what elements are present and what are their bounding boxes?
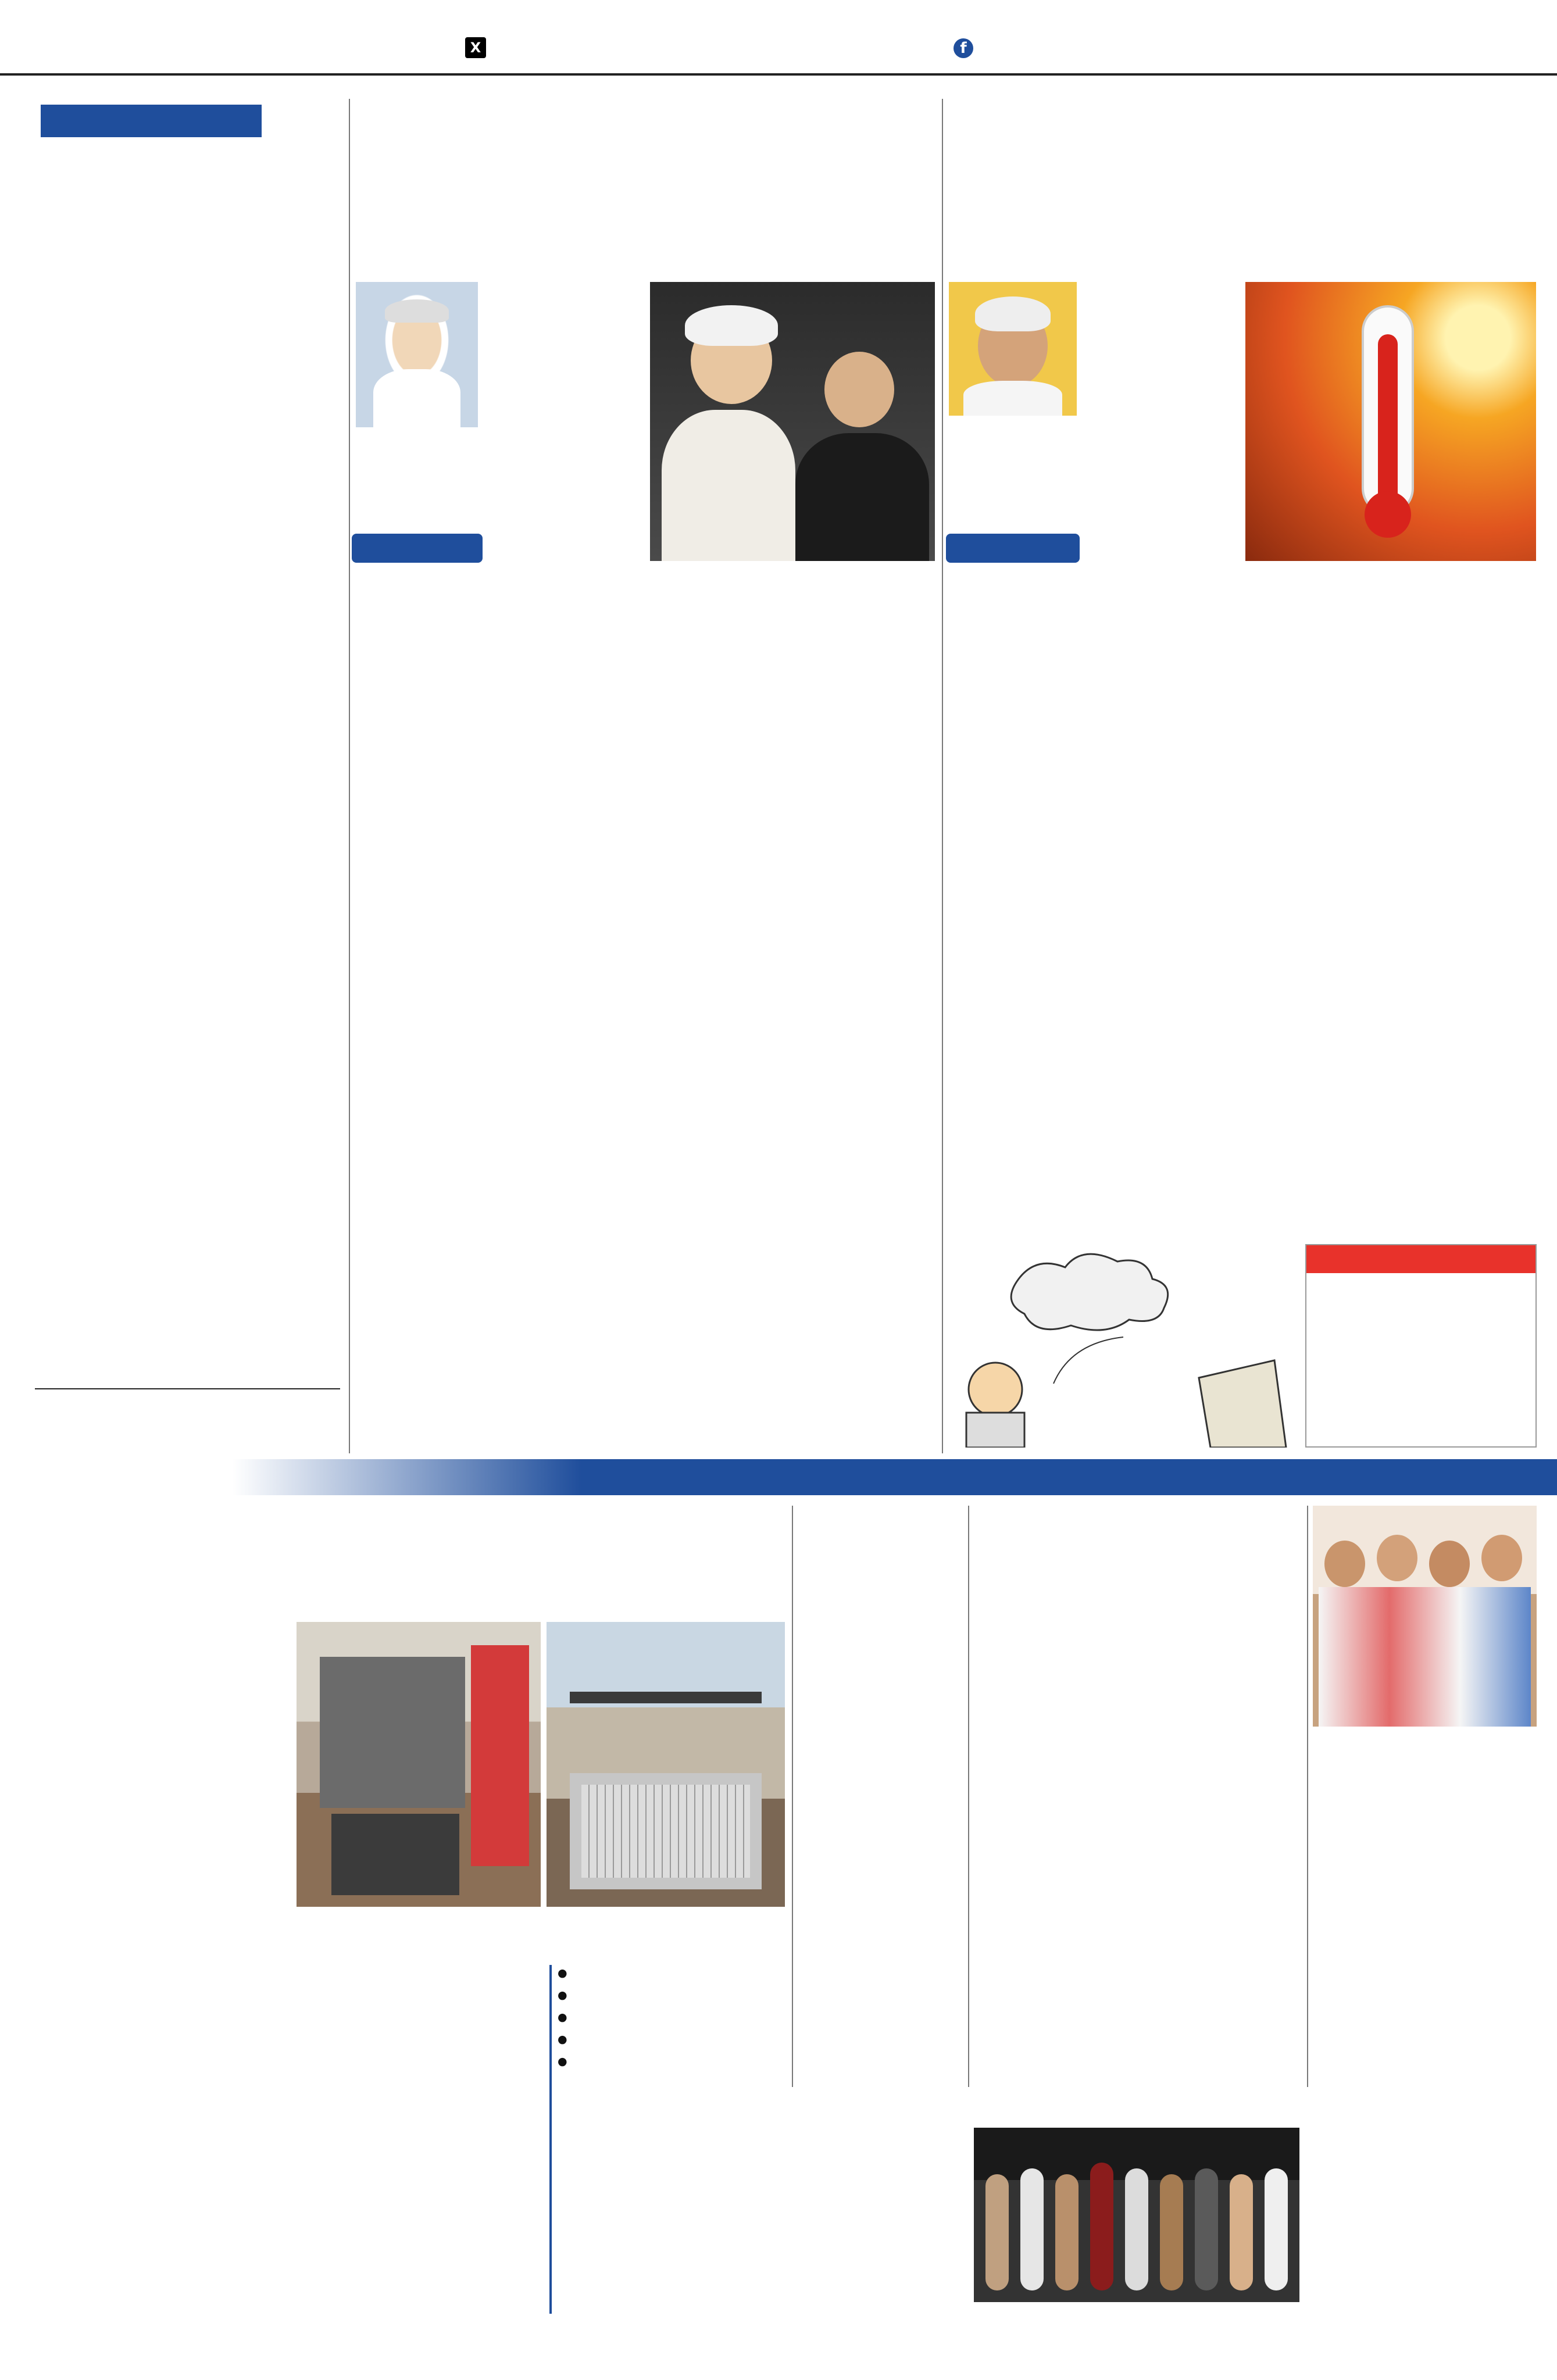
letter-title <box>1306 1245 1535 1273</box>
author-photo-suresh <box>356 282 478 427</box>
pooja-body <box>1315 1799 1536 2084</box>
modi-col-c-2-text <box>650 1157 935 1296</box>
photo-modi-doval <box>650 282 935 561</box>
climate-col-a <box>1086 282 1238 561</box>
twitter-icon: X <box>465 37 486 58</box>
modi-col-b <box>356 573 641 1386</box>
column-divider-4 <box>968 1506 969 2087</box>
column-divider-2 <box>942 99 943 1453</box>
cartoon-monsoon <box>949 1244 1298 1448</box>
editorial-body <box>166 266 340 1353</box>
question-item: ● <box>558 2033 567 2046</box>
editorial-pullquote-text-top <box>35 265 157 532</box>
photo-fashion-runway <box>974 2128 1299 2302</box>
masthead <box>0 0 1557 76</box>
mhow-body-2 <box>297 1925 541 1945</box>
modi-col-c-2 <box>650 1157 935 1296</box>
photo-pooja-felicitation <box>1313 1506 1537 1727</box>
mhow-questions <box>549 1965 782 2314</box>
question-item: ● <box>558 1989 567 2002</box>
fashion-col-c <box>1308 2128 1536 2354</box>
cartoon-drawing <box>949 1244 1298 1448</box>
fashion-col-a <box>798 2128 966 2354</box>
climate-col-c <box>1245 573 1536 1218</box>
column-divider-1 <box>349 99 350 1453</box>
letter-box <box>1305 1244 1537 1448</box>
author-photo-gyanendra <box>949 282 1077 416</box>
mhow-body <box>35 1666 291 2314</box>
auto-body <box>798 1570 960 2081</box>
column-divider-5 <box>1307 1506 1308 2087</box>
editorial-contact-divider <box>35 1388 340 1389</box>
column-divider-3 <box>792 1506 793 2087</box>
modi-col-c <box>650 573 935 1154</box>
question-item: ● <box>558 1967 567 1979</box>
editorial-pullquote-box <box>35 558 157 1343</box>
nose-body-2 <box>1142 1782 1302 2084</box>
editorial-tag <box>41 105 262 137</box>
climate-col-b <box>949 573 1237 1323</box>
climate-tag <box>946 534 1080 563</box>
mhow-body-3 <box>297 1977 541 2314</box>
photo-thermometer <box>1245 282 1536 561</box>
fashion-col-b <box>974 2305 1299 2357</box>
modi-col-a <box>494 282 642 561</box>
question-item: ● <box>558 2011 567 2024</box>
facebook-icon: f <box>954 38 973 58</box>
letter-body <box>1312 1278 1531 1424</box>
photo-construction-march <box>297 1622 541 1907</box>
modi-tag <box>352 534 483 563</box>
local-section-bar-fade <box>0 1459 581 1495</box>
photo-construction-now <box>547 1622 785 1907</box>
question-item: ● <box>558 2055 567 2068</box>
